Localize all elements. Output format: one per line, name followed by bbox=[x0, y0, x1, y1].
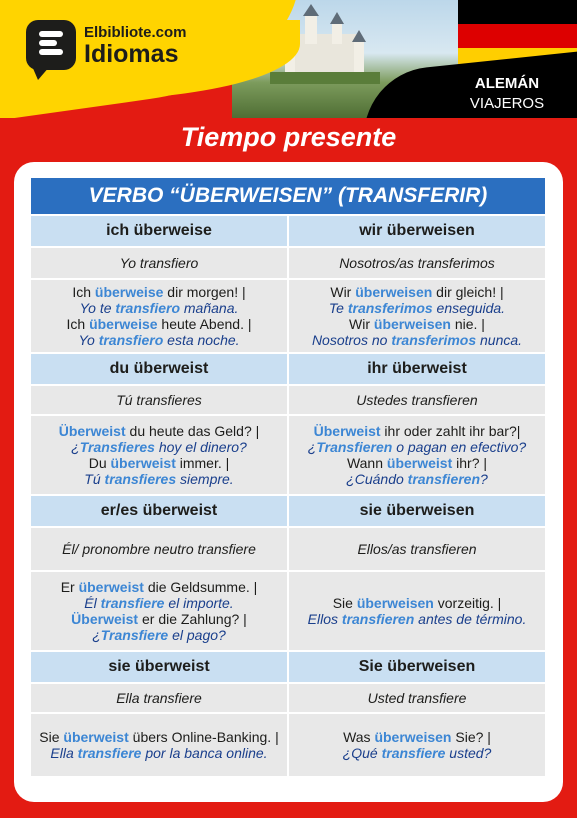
verb-highlight: überweise bbox=[94, 284, 164, 300]
example-text: Du bbox=[88, 455, 111, 471]
example-text: Sie? | bbox=[451, 729, 491, 745]
example-line bbox=[89, 455, 230, 471]
pronoun-cell: ich überweise bbox=[31, 216, 287, 246]
example-text: hoy el dinero? bbox=[154, 439, 247, 455]
verb-highlight: transfiere bbox=[77, 745, 142, 761]
example-line bbox=[78, 332, 239, 348]
verb-highlight: transfiere bbox=[100, 595, 165, 611]
example-text: ¿ bbox=[307, 439, 317, 455]
example-text: nie. | bbox=[450, 316, 485, 332]
example-text: usted? bbox=[445, 745, 492, 761]
pronoun-cell: sie überweist bbox=[31, 652, 287, 682]
example-text: ¿Cuándo bbox=[346, 471, 408, 487]
pronoun-cell: ihr überweist bbox=[289, 354, 545, 384]
example-text: ¿Qué bbox=[342, 745, 382, 761]
example-text: Wir bbox=[330, 284, 356, 300]
pronoun-cell: wir überweisen bbox=[289, 216, 545, 246]
example-line bbox=[71, 439, 247, 455]
verb-highlight: Transfieren bbox=[316, 439, 393, 455]
translation-cell: Yo transfiero bbox=[31, 248, 287, 278]
page-title: Tiempo presente bbox=[180, 122, 397, 152]
verb-highlight: Transfieres bbox=[79, 439, 155, 455]
verb-highlight: Überweist bbox=[58, 423, 126, 439]
example-text: siempre. bbox=[176, 471, 234, 487]
example-text: ¿ bbox=[92, 627, 101, 643]
example-text: o pagan en efectivo? bbox=[392, 439, 527, 455]
example-line bbox=[59, 423, 260, 439]
site-subtitle: Idiomas bbox=[84, 40, 179, 68]
translation-cell: Ella transfiere bbox=[31, 684, 287, 712]
verb-highlight: überweist bbox=[110, 455, 176, 471]
example-line bbox=[61, 579, 258, 595]
verb-highlight: überweist bbox=[63, 729, 129, 745]
example-text: ihr? | bbox=[452, 455, 488, 471]
example-text: Ich bbox=[72, 284, 95, 300]
verb-highlight: transfieren bbox=[407, 471, 481, 487]
verb-highlight: transfieres bbox=[104, 471, 177, 487]
verb-highlight: transfiero bbox=[98, 332, 164, 348]
example-line bbox=[72, 284, 245, 300]
pronoun-cell: du überweist bbox=[31, 354, 287, 384]
example-text: Nosotros no bbox=[311, 332, 392, 348]
translation-cell: Él/ pronombre neutro transfiere bbox=[31, 528, 287, 570]
verb-highlight: transferimos bbox=[347, 300, 433, 316]
example-text: heute Abend. | bbox=[157, 316, 252, 332]
example-line bbox=[50, 745, 267, 761]
site-name: Elbibliote.com bbox=[84, 24, 187, 41]
example-text: Tú bbox=[84, 471, 105, 487]
example-line bbox=[312, 332, 522, 348]
example-text: übers Online-Banking. | bbox=[128, 729, 279, 745]
example-line bbox=[343, 729, 491, 745]
example-text: Ellos bbox=[307, 611, 342, 627]
verb-highlight: Überweist bbox=[71, 611, 139, 627]
example-text: er die Zahlung? | bbox=[138, 611, 247, 627]
language-level: VIAJEROS bbox=[469, 95, 545, 112]
verb-highlight: überweisen bbox=[374, 729, 452, 745]
example-text: Sie bbox=[332, 595, 357, 611]
example-text: Ich bbox=[66, 316, 90, 332]
example-text: Sie bbox=[39, 729, 64, 745]
translation-cell: Tú transfieres bbox=[31, 386, 287, 414]
example-line bbox=[333, 595, 502, 611]
verb-highlight: transfiero bbox=[115, 300, 180, 316]
example-line bbox=[314, 423, 521, 439]
logo-icon bbox=[26, 20, 76, 70]
pronoun-cell: er/es überweist bbox=[31, 496, 287, 526]
example-line bbox=[330, 284, 503, 300]
example-text: Ella bbox=[50, 745, 78, 761]
verb-highlight: überweist bbox=[386, 455, 453, 471]
example-line bbox=[84, 471, 233, 487]
example-text: mañana. bbox=[180, 300, 239, 316]
example-text: el pago? bbox=[168, 627, 226, 643]
example-text: die Geldsumme. | bbox=[143, 579, 258, 595]
example-line bbox=[71, 611, 247, 627]
pronoun-cell: Sie überweisen bbox=[289, 652, 545, 682]
verb-highlight: überweist bbox=[78, 579, 144, 595]
language-name: ALEMÁN bbox=[474, 75, 540, 92]
verb-highlight: überweise bbox=[89, 316, 158, 332]
example-text: vorzeitig. | bbox=[433, 595, 502, 611]
example-text: dir morgen! | bbox=[163, 284, 246, 300]
example-text: Yo te bbox=[79, 300, 116, 316]
example-line bbox=[308, 611, 527, 627]
example-line bbox=[346, 471, 488, 487]
example-text: ¿ bbox=[71, 439, 80, 455]
example-cell bbox=[289, 572, 545, 650]
pronoun-cell: sie überweisen bbox=[289, 496, 545, 526]
example-cell bbox=[31, 572, 287, 650]
example-line bbox=[329, 300, 505, 316]
verb-title: VERBO “ÜBERWEISEN” (TRANSFERIR) bbox=[31, 178, 545, 214]
verb-highlight: überweisen bbox=[355, 284, 433, 300]
example-line bbox=[84, 595, 233, 611]
translation-cell: Nosotros/as transferimos bbox=[289, 248, 545, 278]
verb-highlight: transferimos bbox=[391, 332, 477, 348]
example-text: ihr oder zahlt ihr bar?| bbox=[380, 423, 521, 439]
example-text: Yo bbox=[78, 332, 99, 348]
example-line bbox=[39, 729, 278, 745]
verb-highlight: Überweist bbox=[313, 423, 381, 439]
verb-highlight: überweisen bbox=[356, 595, 434, 611]
example-line bbox=[92, 627, 226, 643]
translation-cell: Ellos/as transfieren bbox=[289, 528, 545, 570]
example-line bbox=[349, 316, 485, 332]
example-text: el importe. bbox=[164, 595, 234, 611]
example-cell bbox=[31, 416, 287, 494]
example-text: por la banca online. bbox=[141, 745, 268, 761]
example-line bbox=[347, 455, 487, 471]
example-text: enseguida. bbox=[432, 300, 506, 316]
example-text: Él bbox=[84, 595, 101, 611]
language-label bbox=[452, 74, 562, 114]
example-text: antes de término. bbox=[414, 611, 527, 627]
example-line bbox=[308, 439, 526, 455]
example-text: du heute das Geld? | bbox=[125, 423, 260, 439]
example-cell bbox=[289, 416, 545, 494]
translation-cell: Ustedes transfieren bbox=[289, 386, 545, 414]
example-text: Wann bbox=[346, 455, 387, 471]
example-cell bbox=[31, 714, 287, 776]
example-text: Wir bbox=[349, 316, 374, 332]
conjugation-table bbox=[31, 216, 545, 776]
verb-highlight: transfiere bbox=[381, 745, 446, 761]
example-text: dir gleich! | bbox=[432, 284, 504, 300]
translation-cell: Usted transfiere bbox=[289, 684, 545, 712]
verb-highlight: transfieren bbox=[341, 611, 415, 627]
example-text: nunca. bbox=[476, 332, 523, 348]
example-text: esta noche. bbox=[163, 332, 240, 348]
example-cell bbox=[31, 280, 287, 352]
example-text: Was bbox=[343, 729, 375, 745]
example-text: Te bbox=[328, 300, 348, 316]
header bbox=[0, 0, 577, 118]
example-line bbox=[343, 745, 492, 761]
example-cell bbox=[289, 714, 545, 776]
verb-highlight: überweisen bbox=[373, 316, 451, 332]
verb-highlight: Transfiere bbox=[100, 627, 169, 643]
example-cell bbox=[289, 280, 545, 352]
example-text: ? bbox=[480, 471, 488, 487]
example-text: Er bbox=[60, 579, 79, 595]
example-text: immer. | bbox=[175, 455, 230, 471]
example-line bbox=[80, 300, 239, 316]
example-line bbox=[66, 316, 251, 332]
